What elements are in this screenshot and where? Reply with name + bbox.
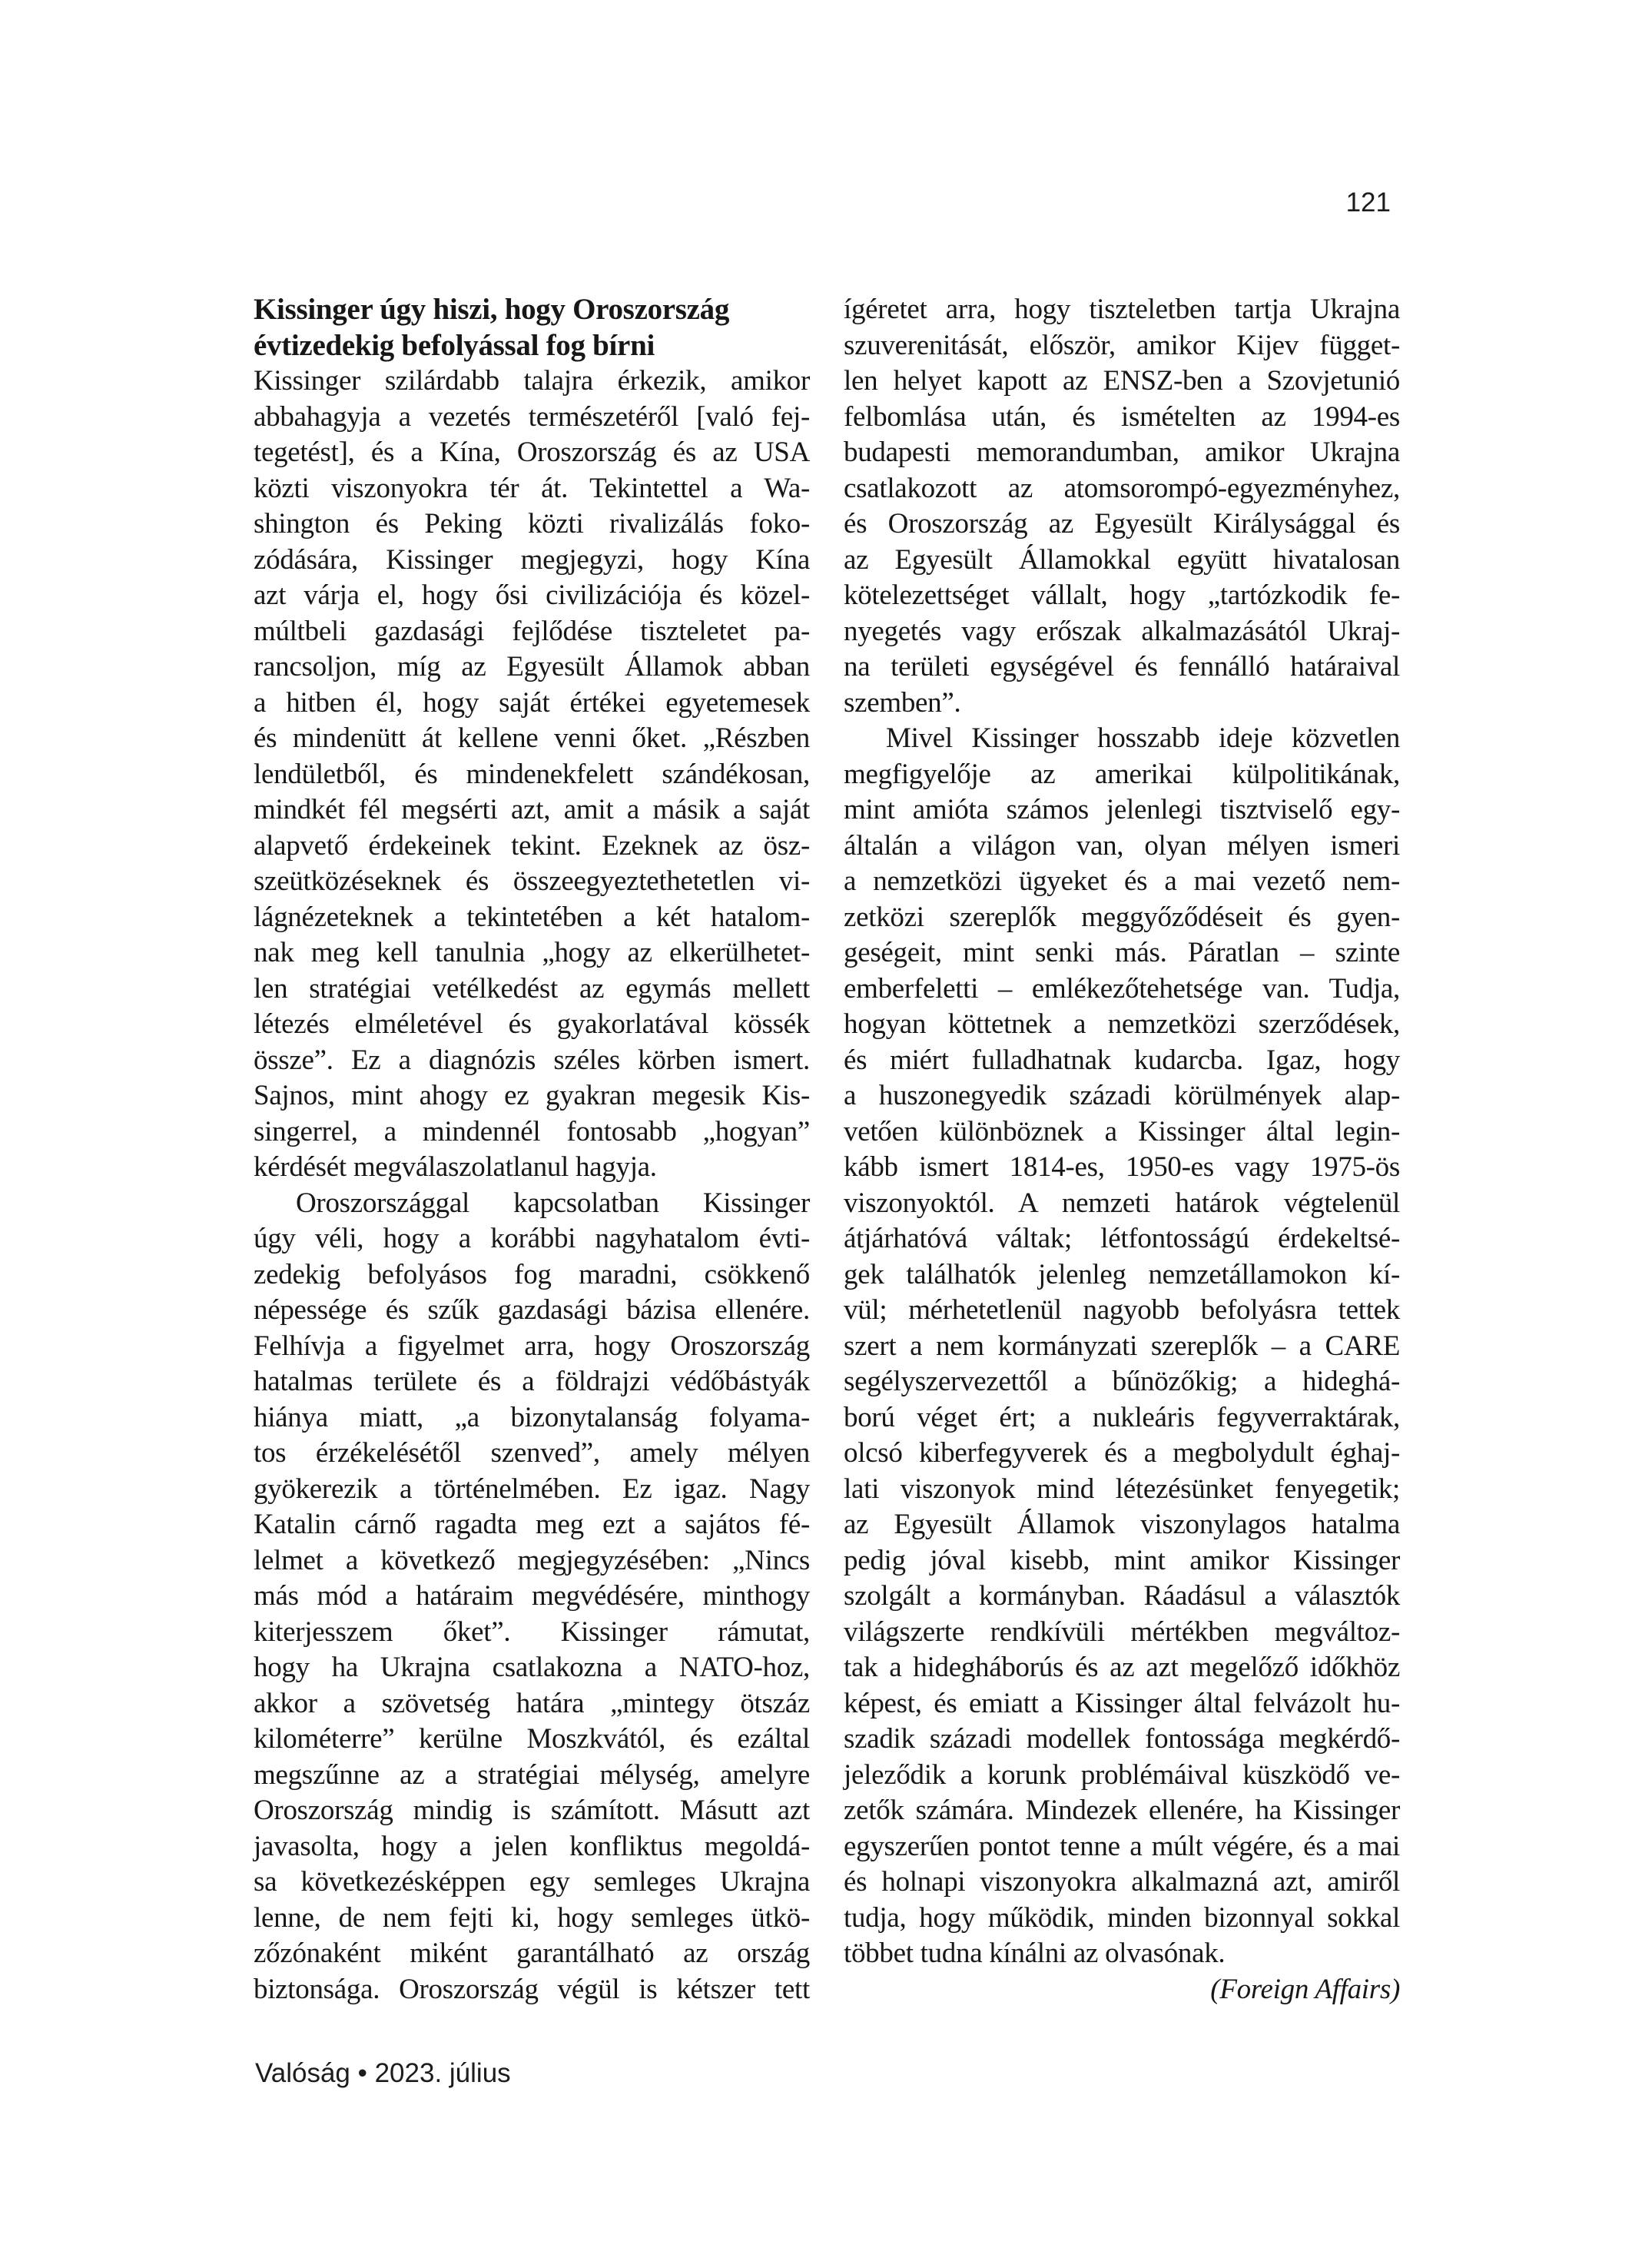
text-line: lati viszonyok mind létezésünket fenyegetik; bbox=[844, 1473, 1400, 1505]
text-line: lendületből, és mindenekfelett szándékosan, bbox=[254, 758, 810, 790]
text-line: ígéretet arra, hogy tiszteletben tartja Ukrajna bbox=[844, 294, 1400, 325]
text-line: viszonyoktól. A nemzeti határok végtelenül bbox=[844, 1187, 1400, 1219]
text-line: olcsó kiberfegyverek és a megbolydult éghaj- bbox=[844, 1437, 1400, 1469]
right-column bbox=[844, 292, 1400, 2007]
article-body bbox=[254, 292, 1400, 2007]
page-number: 121 bbox=[1345, 188, 1391, 218]
text-line: hatalmas területe és a földrajzi védőbástyák bbox=[254, 1366, 810, 1397]
text-line: na területi egységével és fennálló határaival bbox=[844, 651, 1400, 682]
text-line: segélyszervezettől a bűnözőkig; a hideghá- bbox=[844, 1366, 1400, 1397]
article-heading bbox=[254, 292, 810, 364]
text-line: pedig jóval kisebb, mint amikor Kissinger bbox=[844, 1544, 1400, 1576]
text-line: egyszerűen pontot tenne a múlt végére, és a mai bbox=[844, 1830, 1400, 1862]
text-line: Sajnos, mint ahogy ez gyakran megesik Kis- bbox=[254, 1080, 810, 1111]
text-line: általán a világon van, olyan mélyen ismeri bbox=[844, 829, 1400, 862]
text-line: szert a nem kormányzati szereplők – a CARE bbox=[844, 1330, 1400, 1362]
text-line: létezés elméletével és gyakorlatával kössék bbox=[254, 1008, 810, 1040]
text-line: budapesti memorandumban, amikor Ukrajna bbox=[844, 437, 1400, 468]
text-line: kább ismert 1814-es, 1950-es vagy 1975-ös bbox=[844, 1151, 1400, 1183]
text-line: vül; mérhetetlenül nagyobb befolyásra tettek bbox=[844, 1294, 1400, 1326]
text-line: lenne, de nem fejti ki, hogy semleges ütkö- bbox=[254, 1901, 810, 1934]
text-line: szeütközéseknek és összeegyeztethetetlen vi- bbox=[254, 865, 810, 897]
text-line: világszerte rendkívüli mértékben megváltoz- bbox=[844, 1615, 1400, 1648]
text-line: megszűnne az a stratégiai mélység, amelyre bbox=[254, 1758, 810, 1791]
text-line: vetően különböznek a Kissinger által legin- bbox=[844, 1115, 1400, 1147]
text-line: szolgált a kormányban. Ráadásul a választók bbox=[844, 1580, 1400, 1612]
text-line: jeleződik a korunk problémáival küszködő ve- bbox=[844, 1758, 1400, 1791]
text-line: szemben”. bbox=[844, 686, 961, 719]
text-line: azt várja el, hogy ősi civilizációja és közel- bbox=[254, 579, 810, 611]
text-line: népessége és szűk gazdasági bázisa ellenére. bbox=[254, 1294, 810, 1326]
text-line: csatlakozott az atomsorompó-egyezményhez, bbox=[844, 472, 1400, 504]
text-line: zőzónaként miként garantálható az ország bbox=[254, 1938, 810, 1969]
text-line: átjárhatóvá váltak; létfontosságú érdekeltsé- bbox=[844, 1223, 1400, 1254]
left-column bbox=[254, 292, 810, 2007]
source-attribution: (Foreign Affairs) bbox=[1210, 1973, 1400, 2005]
text-line: nyegetés vagy erőszak alkalmazásától Ukraj- bbox=[844, 615, 1400, 647]
text-line: múltbeli gazdasági fejlődése tiszteletet pa- bbox=[254, 615, 810, 647]
text-line: kilométerre” kerülne Moszkvától, és ezáltal bbox=[254, 1723, 810, 1755]
text-line: tak a hidegháborús és az azt megelőző időkhöz bbox=[844, 1652, 1400, 1683]
text-line: geségeit, mint senki más. Páratlan – szinte bbox=[844, 937, 1400, 968]
text-line: és holnapi viszonyokra alkalmazná azt, amiről bbox=[844, 1866, 1400, 1898]
text-line: rancsoljon, míg az Egyesült Államok abban bbox=[254, 651, 810, 682]
text-line: zetközi szereplők meggyőződéseit és gyen- bbox=[844, 901, 1400, 933]
text-line: tegetést], és a Kína, Oroszország és az USA bbox=[254, 437, 810, 468]
text-line: alapvető érdekeinek tekint. Ezeknek az ösz- bbox=[254, 829, 810, 862]
text-line: és Oroszország az Egyesült Királysággal és bbox=[844, 508, 1400, 540]
text-line: Felhívja a figyelmet arra, hogy Oroszország bbox=[254, 1330, 810, 1362]
text-line: singerrel, a mindennél fontosabb „hogyan” bbox=[254, 1115, 810, 1147]
text-line: Kissinger szilárdabb talajra érkezik, amikor bbox=[254, 365, 810, 397]
text-line: Kissinger úgy hiszi, hogy Oroszország bbox=[254, 293, 730, 326]
text-line: nak meg kell tanulnia „hogy az elkerülhetet- bbox=[254, 937, 810, 968]
text-line: biztonsága. Oroszország végül is kétszer tett bbox=[254, 1973, 810, 2005]
text-line: emberfeletti – emlékezőtehetsége van. Tudja, bbox=[844, 972, 1400, 1004]
text-line: zódására, Kissinger megjegyzi, hogy Kína bbox=[254, 543, 810, 576]
text-line: úgy véli, hogy a korábbi nagyhatalom évti- bbox=[254, 1223, 810, 1254]
text-line: zedekig befolyásos fog maradni, csökkenő bbox=[254, 1258, 810, 1290]
text-line: gyökerezik a történelmében. Ez igaz. Nagy bbox=[254, 1473, 810, 1505]
text-line: hogy ha Ukrajna csatlakozna a NATO-hoz, bbox=[254, 1652, 810, 1683]
text-line: szuverenitását, először, amikor Kijev függet- bbox=[844, 329, 1400, 361]
text-line: évtizedekig befolyással fog bírni bbox=[254, 328, 655, 362]
journal-footer: Valóság • 2023. július bbox=[255, 2058, 511, 2088]
text-line: felbomlása után, és ismételten az 1994-es bbox=[844, 400, 1400, 433]
text-line: lágnézeteknek a tekintetében a két hatalom- bbox=[254, 901, 810, 933]
text-line: össze”. Ez a diagnózis széles körben ismert. bbox=[254, 1044, 810, 1076]
text-line: ború véget ért; a nukleáris fegyverraktárak, bbox=[844, 1401, 1400, 1433]
text-line: lelmet a következő megjegyzésében: „Nincs bbox=[254, 1544, 810, 1576]
text-line: javasolta, hogy a jelen konfliktus megoldá- bbox=[254, 1830, 810, 1862]
text-line: len stratégiai vetélkedést az egymás mellett bbox=[254, 972, 810, 1004]
text-line: tudja, hogy működik, minden bizonnyal sokkal bbox=[844, 1901, 1400, 1934]
text-line: megfigyelője az amerikai külpolitikának, bbox=[844, 758, 1400, 790]
text-line: kiterjesszem őket”. Kissinger rámutat, bbox=[254, 1615, 810, 1648]
text-line: az Egyesült Államok viszonylagos hatalma bbox=[844, 1509, 1400, 1540]
text-line: képest, és emiatt a Kissinger által felvázolt hu- bbox=[844, 1687, 1400, 1719]
text-line: és miért fulladhatnak kudarcba. Igaz, hogy bbox=[844, 1044, 1400, 1076]
text-line: Katalin cárnő ragadta meg ezt a sajátos fé- bbox=[254, 1509, 810, 1540]
text-line: hogyan köttetnek a nemzetközi szerződések, bbox=[844, 1008, 1400, 1040]
text-line: abbahagyja a vezetés természetéről [való fej- bbox=[254, 400, 810, 433]
text-line: Mivel Kissinger hosszabb ideje közvetlen bbox=[886, 722, 1400, 754]
text-line: akkor a szövetség határa „mintegy ötszáz bbox=[254, 1687, 810, 1719]
text-line: hiánya miatt, „a bizonytalanság folyama- bbox=[254, 1401, 810, 1433]
text-line: a hitben él, hogy saját értékei egyetemesek bbox=[254, 686, 810, 719]
text-line: mindkét fél megsérti azt, amit a másik a saját bbox=[254, 794, 810, 825]
text-line: szadik századi modellek fontossága megkérdő- bbox=[844, 1723, 1400, 1755]
text-line: sa következésképpen egy semleges Ukrajna bbox=[254, 1866, 810, 1898]
text-line: közti viszonyokra tér át. Tekintettel a Wa- bbox=[254, 472, 810, 504]
text-line: Oroszországgal kapcsolatban Kissinger bbox=[296, 1187, 810, 1219]
text-line: gek találhatók jelenleg nemzetállamokon kí- bbox=[844, 1258, 1400, 1290]
text-line: és mindenütt át kellene venni őket. „Részben bbox=[254, 722, 810, 754]
text-line: a huszonegyedik századi körülmények alap- bbox=[844, 1080, 1400, 1111]
text-line: len helyet kapott az ENSZ-ben a Szovjetunió bbox=[844, 365, 1400, 397]
text-line: zetők számára. Mindezek ellenére, ha Kissinger bbox=[844, 1795, 1400, 1826]
text-line: mint amióta számos jelenlegi tisztviselő egy- bbox=[844, 794, 1400, 825]
text-line: kötelezettséget vállalt, hogy „tartózkodik fe- bbox=[844, 579, 1400, 611]
text-line: kérdését megválaszolatlanul hagyja. bbox=[254, 1151, 657, 1183]
left-column-text bbox=[254, 364, 810, 2007]
text-line: shington és Peking közti rivalizálás foko- bbox=[254, 508, 810, 540]
text-line: Oroszország mindig is számított. Másutt azt bbox=[254, 1795, 810, 1826]
text-line: más mód a határaim megvédésére, minthogy bbox=[254, 1580, 810, 1612]
right-column-text bbox=[844, 292, 1400, 1972]
text-line: többet tudna kínálni az olvasónak. bbox=[844, 1938, 1226, 1969]
text-line: a nemzetközi ügyeket és a mai vezető nem- bbox=[844, 865, 1400, 897]
text-line: tos érzékelésétől szenved”, amely mélyen bbox=[254, 1437, 810, 1469]
text-line: az Egyesült Államokkal együtt hivatalosan bbox=[844, 543, 1400, 576]
